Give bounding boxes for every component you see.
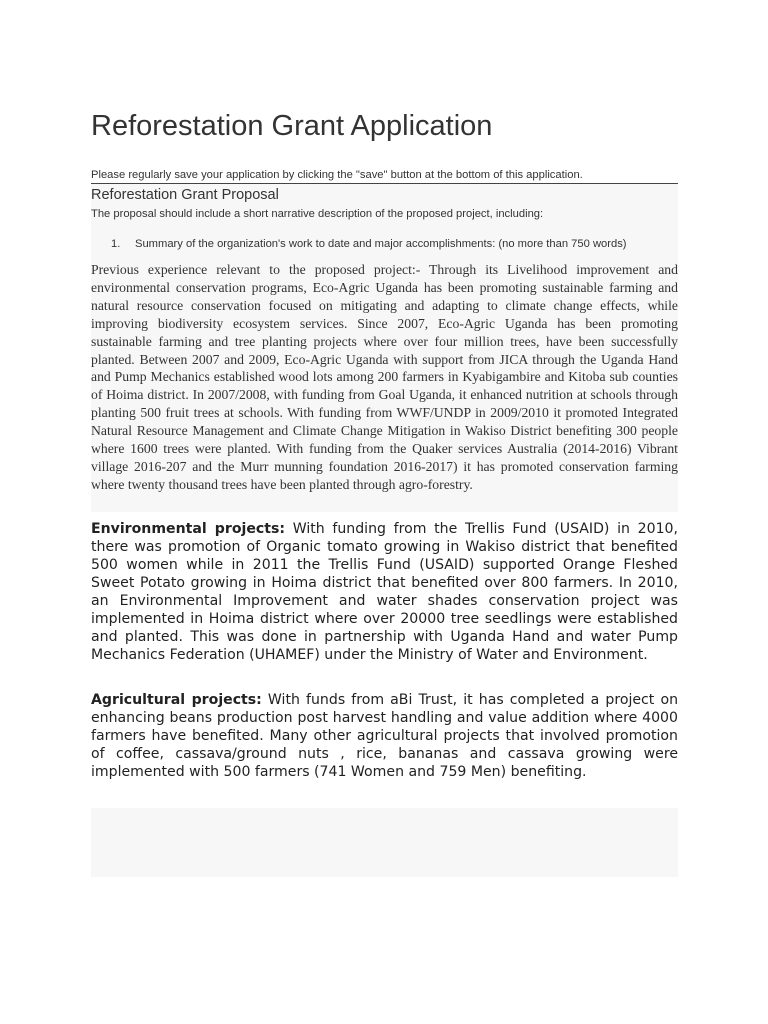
section-heading: Reforestation Grant Proposal <box>91 187 279 203</box>
page-title: Reforestation Grant Application <box>91 110 493 142</box>
environmental-projects-label: Environmental projects: <box>91 521 286 537</box>
empty-response-field[interactable] <box>91 808 678 877</box>
prompt-number: 1. <box>111 238 121 250</box>
agricultural-projects-text: With funds from aBi Trust, it has completed a project on enhancing beans production post harvest handling and value addition where 4000 farmers have benefited. Many other agricultural projects that involved promotion of coffee, cassava/ground nuts , rice, bananas and cassava growing were implemented with 500 farmers (741 Women and 759 Men) benefiting. <box>91 692 678 780</box>
prompt-list-item <box>111 238 627 250</box>
save-instruction-note: Please regularly save your application by clicking the "save" button at the bottom of this application. <box>91 169 583 181</box>
environmental-projects-paragraph <box>91 520 678 664</box>
section-description: The proposal should include a short narrative description of the proposed project, including: <box>91 208 544 220</box>
agricultural-projects-label: Agricultural projects: <box>91 692 262 708</box>
prompt-text: Summary of the organization's work to date and major accomplishments: (no more than 750 words) <box>135 238 627 250</box>
summary-answer-field[interactable]: Previous experience relevant to the proposed project:- Through its Livelihood improvement and environmental conservation programs, Eco-Agric Uganda has been promoting sustainable farming and natural resource conservation focused on mitigating and adapting to climate change effects, while improving biodiversity ecosystem services. Since 2007, Eco-Agric Uganda has been promoting sustainable farming and tree planting projects where over four million trees, have been successfully planted. Between 2007 and 2009, Eco-Agric Uganda with support from JICA through the Uganda Hand and Pump Mechanics established wood lots among 200 farmers in Kyabigambire and Kitoba sub counties of Hoima district. In 2007/2008, with funding from Goal Uganda, it enhanced nutrition at schools through planting 500 fruit trees at schools. With funding from WWF/UNDP in 2009/2010 it promoted Integrated Natural Resource Management and Climate Change Mitigation in Wakiso District benefiting 300 people where 1600 trees were planted. With funding from the Quaker services Australia (2014-2016) Vibrant village 2016-207 and the Murr munning foundation 2016-2017) it has promoted conservation farming where twenty thousand trees have been planted through agro-forestry. <box>91 262 678 492</box>
agricultural-projects-paragraph <box>91 691 678 781</box>
environmental-projects-text: With funding from the Trellis Fund (USAID) in 2010, there was promotion of Organic tomato growing in Wakiso district that benefited 500 women while in 2011 the Trellis Fund (USAID) supported Orange Fleshed Sweet Potato growing in Hoima district that benefited over 800 farmers. In 2010, an Environmental Improvement and water shades conservation project was implemented in Hoima district where over 20000 tree seedlings were established and planted. This was done in partnership with Uganda Hand and water Pump Mechanics Federation (UHAMEF) under the Ministry of Water and Environment. <box>91 521 678 663</box>
